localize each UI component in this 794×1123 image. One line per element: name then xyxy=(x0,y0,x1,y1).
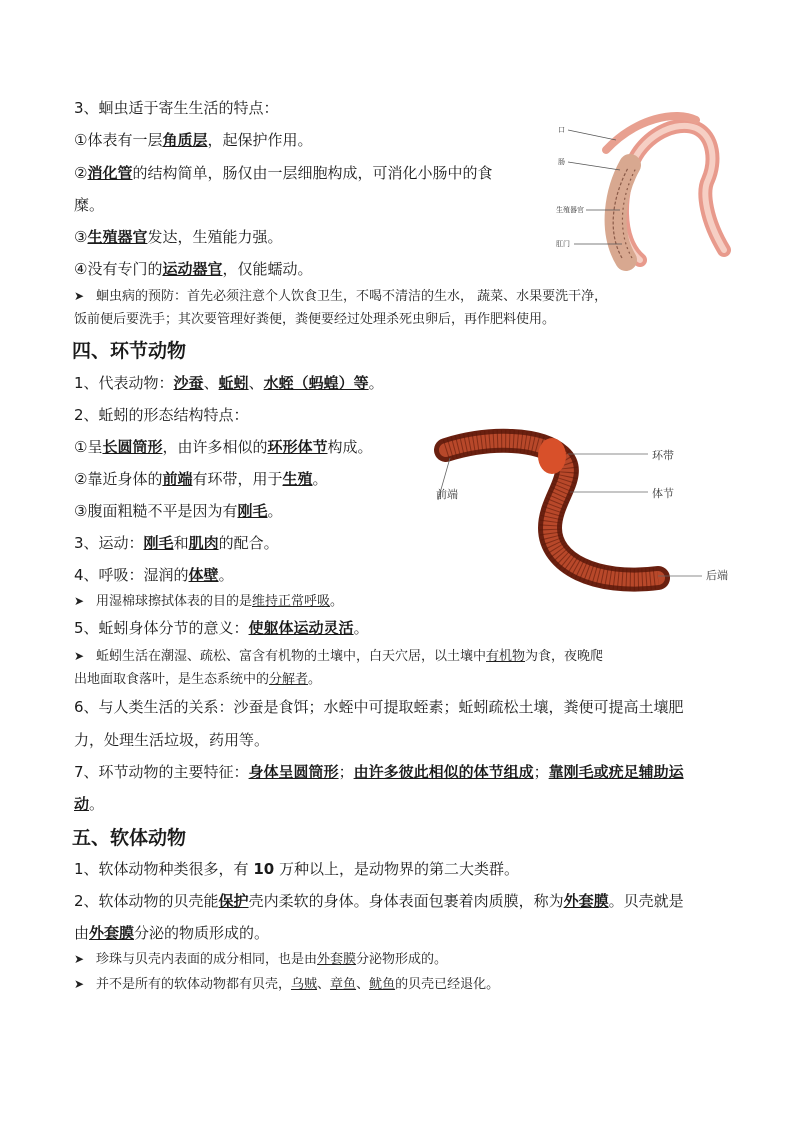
sec4-line-9-cont: 力，处理生活垃圾，药用等。 xyxy=(74,731,270,749)
sec4-note-2-cont: 出地面取食落叶，是生态系统中的分解者。 xyxy=(74,672,322,687)
label-repro: 生殖器官 xyxy=(556,206,584,214)
sec4-line-3: ①呈长圆筒形，由许多相似的环形体节构成。 xyxy=(74,438,373,456)
label-segment: 体节 xyxy=(652,487,674,500)
sec5-note-1: ➤ 珍珠与贝壳内表面的成分相同，也是由外套膜分泌物形成的。 xyxy=(74,948,447,971)
label-gut: 肠 xyxy=(558,158,565,166)
arrow-icon: ➤ xyxy=(74,952,85,966)
sec3-point-3: ③生殖器官发达，生殖能力强。 xyxy=(74,228,283,246)
sec5-line-3: 由外套膜分泌的物质形成的。 xyxy=(74,924,270,942)
label-band: 环带 xyxy=(652,449,674,462)
sec4-note-2: ➤ 蚯蚓生活在潮湿、疏松、富含有机物的土壤中，白天穴居，以土壤中有机物为食，夜晚爬 xyxy=(74,645,603,668)
sec3-point-4: ④没有专门的运动器官，仅能蠕动。 xyxy=(74,260,313,278)
sec4-line-10-cont: 动。 xyxy=(74,795,105,813)
sec3-point-2-cont: 糜。 xyxy=(74,196,105,214)
sec4-line-7: 4、呼吸：湿润的体壁。 xyxy=(74,566,234,584)
sec3-point-2: ②消化管的结构简单，肠仅由一层细胞构成，可消化小肠中的食 xyxy=(74,164,493,182)
sec5-line-1: 1、软体动物种类很多，有 10 万种以上，是动物界的第二大类群。 xyxy=(74,860,519,878)
label-anus: 肛门 xyxy=(556,240,570,248)
sec3-title: 3、蛔虫适于寄生生活的特点： xyxy=(74,99,279,117)
sec5-note-2: ➤ 并不是所有的软体动物都有贝壳，乌贼、章鱼、鱿鱼的贝壳已经退化。 xyxy=(74,973,499,996)
sec4-line-8: 5、蚯蚓身体分节的意义：使躯体运动灵活。 xyxy=(74,619,369,637)
sec4-line-2: 2、蚯蚓的形态结构特点： xyxy=(74,406,249,424)
sec4-line-4: ②靠近身体的前端有环带，用于生殖。 xyxy=(74,470,328,488)
earthworm-figure xyxy=(430,428,740,598)
sec4-line-1: 1、代表动物：沙蚕、蚯蚓、水蛭（蚂蝗）等。 xyxy=(74,374,384,392)
sec4-heading: 四、环节动物 xyxy=(72,340,187,362)
sec4-line-10: 7、环节动物的主要特征：身体呈圆筒形；由许多彼此相似的体节组成；靠刚毛或疣足辅助运 xyxy=(74,763,684,781)
sec3-note: ➤ 蛔虫病的预防：首先必须注意个人饮食卫生，不喝不清洁的生水， 蔬菜、水果要洗干净， xyxy=(74,285,607,308)
sec4-note-1: ➤ 用湿棉球擦拭体表的目的是维持正常呼吸。 xyxy=(74,590,343,613)
sec4-line-9: 6、与人类生活的关系：沙蚕是食饵；水蛭中可提取蛭素；蚯蚓疏松土壤，粪便可提高土壤肥 xyxy=(74,698,684,716)
arrow-icon: ➤ xyxy=(74,977,85,991)
arrow-icon: ➤ xyxy=(74,594,85,608)
sec3-note-cont: 饭前便后要洗手；其次要管理好粪便，粪便要经过处理杀死虫卵后，再作肥料使用。 xyxy=(74,312,556,327)
label-front: 前端 xyxy=(436,488,458,501)
arrow-icon: ➤ xyxy=(74,649,85,663)
sec4-line-6: 3、运动：刚毛和肌肉的配合。 xyxy=(74,534,279,552)
sec5-heading: 五、软体动物 xyxy=(72,827,187,849)
label-back: 后端 xyxy=(706,569,728,582)
sec5-line-2: 2、软体动物的贝壳能保护壳内柔软的身体。身体表面包裹着肉质膜，称为外套膜。贝壳就是 xyxy=(74,892,684,910)
label-mouth: 口 xyxy=(558,126,565,134)
roundworm-figure xyxy=(556,110,736,272)
sec4-line-5: ③腹面粗糙不平是因为有刚毛。 xyxy=(74,502,283,520)
arrow-icon: ➤ xyxy=(74,289,85,303)
sec3-point-1: ①体表有一层角质层，起保护作用。 xyxy=(74,131,313,149)
